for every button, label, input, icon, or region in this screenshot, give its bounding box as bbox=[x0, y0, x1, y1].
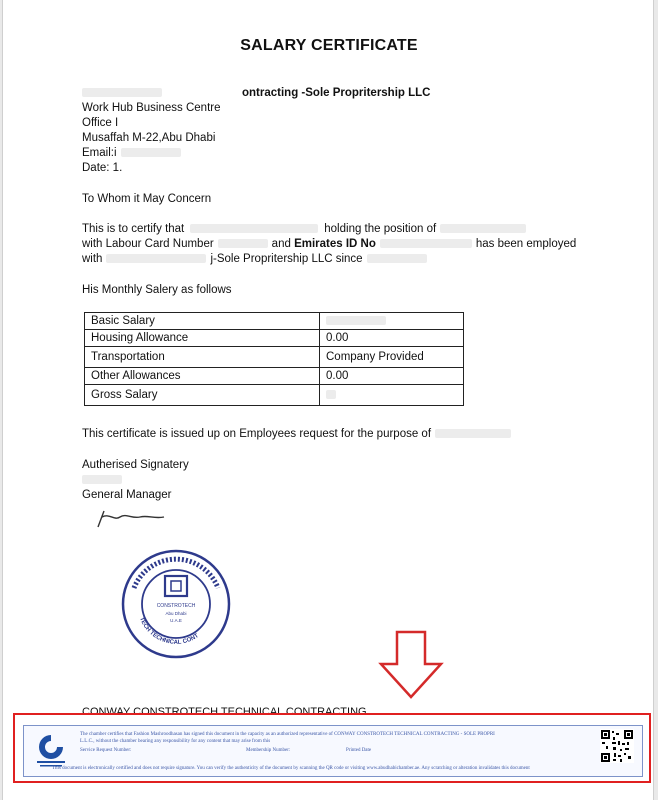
table-row: Housing Allowance 0.00 bbox=[85, 330, 464, 347]
purpose-line: This certificate is issued up on Employees request for the purpose of bbox=[82, 428, 511, 440]
document-title: SALARY CERTIFICATE bbox=[240, 37, 418, 54]
body-line-2: with Labour Card Number and Emirates ID No has been employed bbox=[82, 238, 577, 250]
qr-code-icon[interactable] bbox=[600, 729, 634, 763]
redacted-line bbox=[82, 474, 122, 486]
address-line-1: Work Hub Business Centre bbox=[82, 102, 221, 114]
date-line: Date: 1. bbox=[82, 162, 123, 174]
table-row: Basic Salary bbox=[85, 313, 464, 330]
company-stamp bbox=[120, 548, 232, 660]
company-header: ontracting -Sole Propritership LLC bbox=[82, 87, 430, 99]
table-row: Transportation Company Provided bbox=[85, 347, 464, 368]
signature-image bbox=[92, 505, 172, 531]
body-line-1: This is to certify that holding the position of bbox=[82, 223, 526, 235]
membership-label: Membership Number: bbox=[246, 748, 291, 753]
table-row: Gross Salary bbox=[85, 385, 464, 406]
address-line-3: Musaffah M-22,Abu Dhabi bbox=[82, 132, 216, 144]
salary-table bbox=[84, 312, 464, 406]
arrow-down-icon bbox=[378, 630, 444, 700]
address-line-2: Office I bbox=[82, 117, 119, 129]
svg-text:TECH TECHNICAL CONT: TECH TECHNICAL CONT bbox=[138, 616, 200, 646]
company-footer-name: CONWAY CONSTROTECH TECHNICAL CONTRACTING bbox=[82, 706, 367, 718]
chamber-logo-icon bbox=[32, 731, 70, 771]
printed-date-label: Printed Date bbox=[346, 748, 372, 753]
svg-text:CONSTROTECH: CONSTROTECH bbox=[156, 603, 196, 609]
email-line: Email:i bbox=[82, 147, 181, 159]
position-label: General Manager bbox=[82, 489, 172, 501]
certification-text-2: L.L.C., without the chamber bearing any responsibility for any content that may arise from this bbox=[80, 739, 271, 744]
svg-text:Abu Dhabi: Abu Dhabi bbox=[165, 611, 187, 616]
highlighted-footer bbox=[13, 713, 651, 783]
body-line-3: with j-Sole Propritership LLC since bbox=[82, 253, 427, 265]
svg-text:U.A.E: U.A.E bbox=[170, 618, 182, 623]
certification-text: The chamber certifies that Fashion Mashroodhasan has signed this document in the capacity as an authorized representative of CONWAY CONSTROTECH TECHNICAL CONTRACTING - SOLE PROPRI bbox=[80, 732, 495, 737]
service-request-label: Service Request Number: bbox=[80, 748, 132, 753]
salary-intro: His Monthly Salery as follows bbox=[82, 284, 232, 296]
salutation: To Whom it May Concern bbox=[82, 193, 212, 205]
redacted-text bbox=[82, 88, 162, 97]
table-row: Other Allowances 0.00 bbox=[85, 368, 464, 385]
verification-text: This document is electronically certified and does not require signature. You can verify the authenticity of the document by scanning the QR code or visiting www.abudhabichamber.ae. Any scratching or alteration invalidates this document bbox=[52, 766, 530, 771]
signatory-label: Autherised Signatery bbox=[82, 459, 189, 471]
chamber-certification-strip bbox=[23, 725, 643, 777]
